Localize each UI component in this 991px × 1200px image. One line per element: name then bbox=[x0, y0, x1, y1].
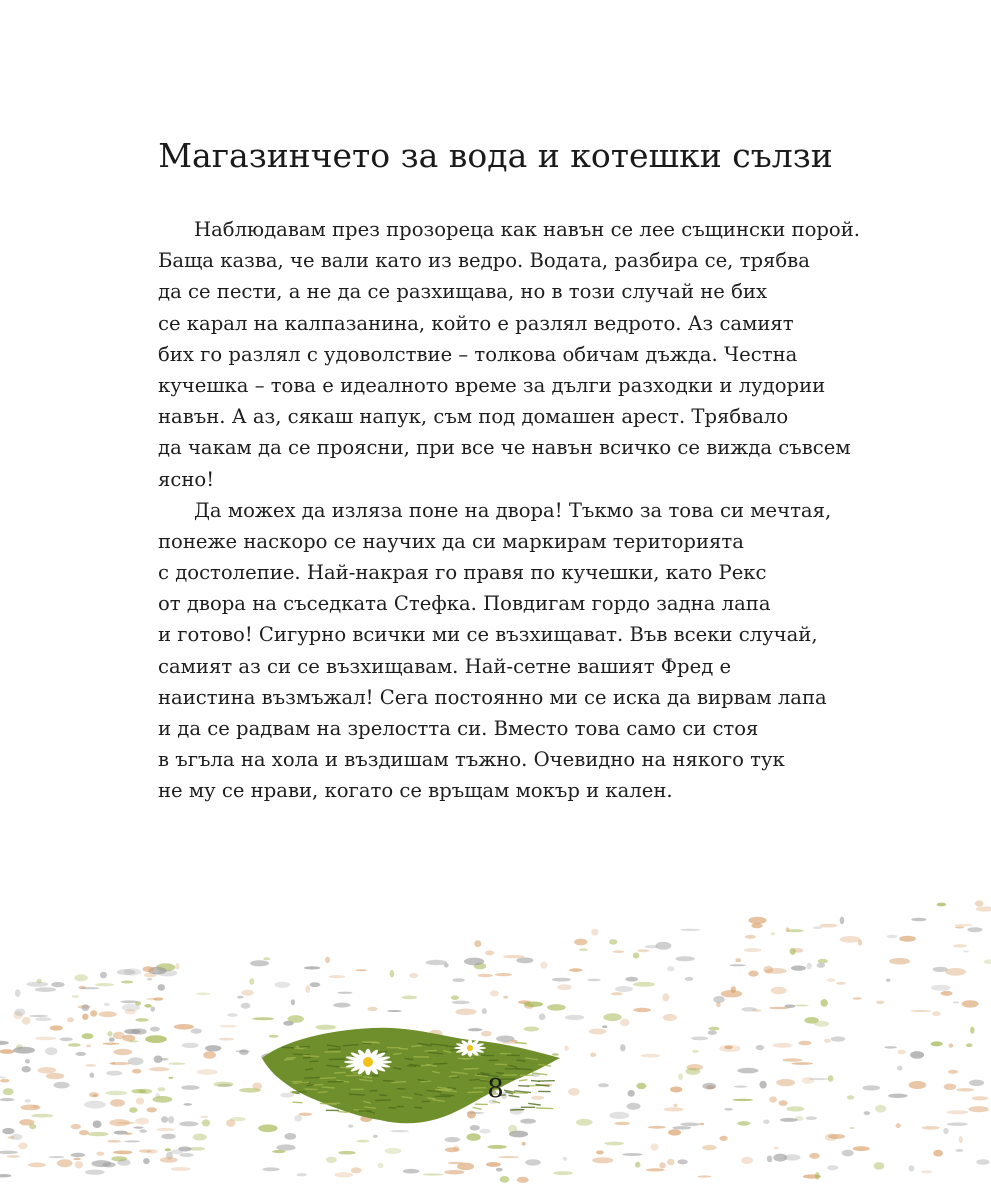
paragraph-2 bbox=[158, 495, 848, 807]
text-line: кучешка – това е идеалното време за дълги разходки и лудории bbox=[158, 373, 826, 397]
daisy-center bbox=[467, 1045, 473, 1051]
text-line: самият аз си се възхищавам. Най-сетне вашият Фред е bbox=[158, 654, 732, 678]
text-line: не му се нрави, когато се връщам мокър и кален. bbox=[158, 779, 673, 803]
text-line: Баща казва, че вали като из ведро. Водата, разбира се, трябва bbox=[158, 249, 810, 273]
paragraph-1 bbox=[158, 214, 860, 495]
text-line: се карал на калпазанина, който е разлял ведрото. Аз самият bbox=[158, 311, 794, 335]
text-line: ясно! bbox=[158, 467, 215, 491]
text-line: понеже наскоро се научих да си маркирам територията bbox=[158, 529, 744, 553]
text-line: Наблюдавам през прозореца как навън се лее същински порой. bbox=[194, 218, 860, 241]
page-number: 8 bbox=[487, 1074, 504, 1104]
text-line: в ъгъла на хола и въздишам тъжно. Очевидно на някого тук bbox=[158, 748, 785, 772]
text-line: Да можех да изляза поне на двора! Тъкмо за това си мечтая, bbox=[194, 498, 832, 522]
body-text bbox=[158, 214, 860, 807]
daisy-center bbox=[363, 1057, 373, 1067]
daisy-flower bbox=[344, 1049, 392, 1075]
text-line: да чакам да се проясни, при все че навън всичко се вижда съвсем bbox=[158, 436, 851, 460]
dirt-speckles bbox=[0, 900, 991, 1183]
text-line: да се пести, а не да се разхищава, но в този случай не бих bbox=[158, 280, 768, 304]
text-line: наистина възмъжал! Сега постоянно ми се иска да вирвам лапа bbox=[158, 685, 827, 709]
text-line: от двора на съседката Стефка. Повдигам гордо задна лапа bbox=[158, 592, 771, 616]
text-line: навън. А аз, сякаш напук, съм под домашен арест. Трябвало bbox=[158, 405, 789, 429]
text-line: бих го разлял с удоволствие – толкова обичам дъжда. Честна bbox=[158, 342, 798, 366]
text-line: и да се радвам на зрелостта си. Вместо това само си стоя bbox=[158, 717, 759, 740]
ground-illustration bbox=[0, 880, 991, 1200]
chapter-title: Магазинчето за вода и котешки сълзи bbox=[158, 136, 833, 175]
text-line: с достолепие. Най-накрая го правя по кучешки, като Рекс bbox=[158, 561, 767, 585]
text-line: и готово! Сигурно всички ми се възхищават. Във всеки случай, bbox=[158, 623, 818, 647]
